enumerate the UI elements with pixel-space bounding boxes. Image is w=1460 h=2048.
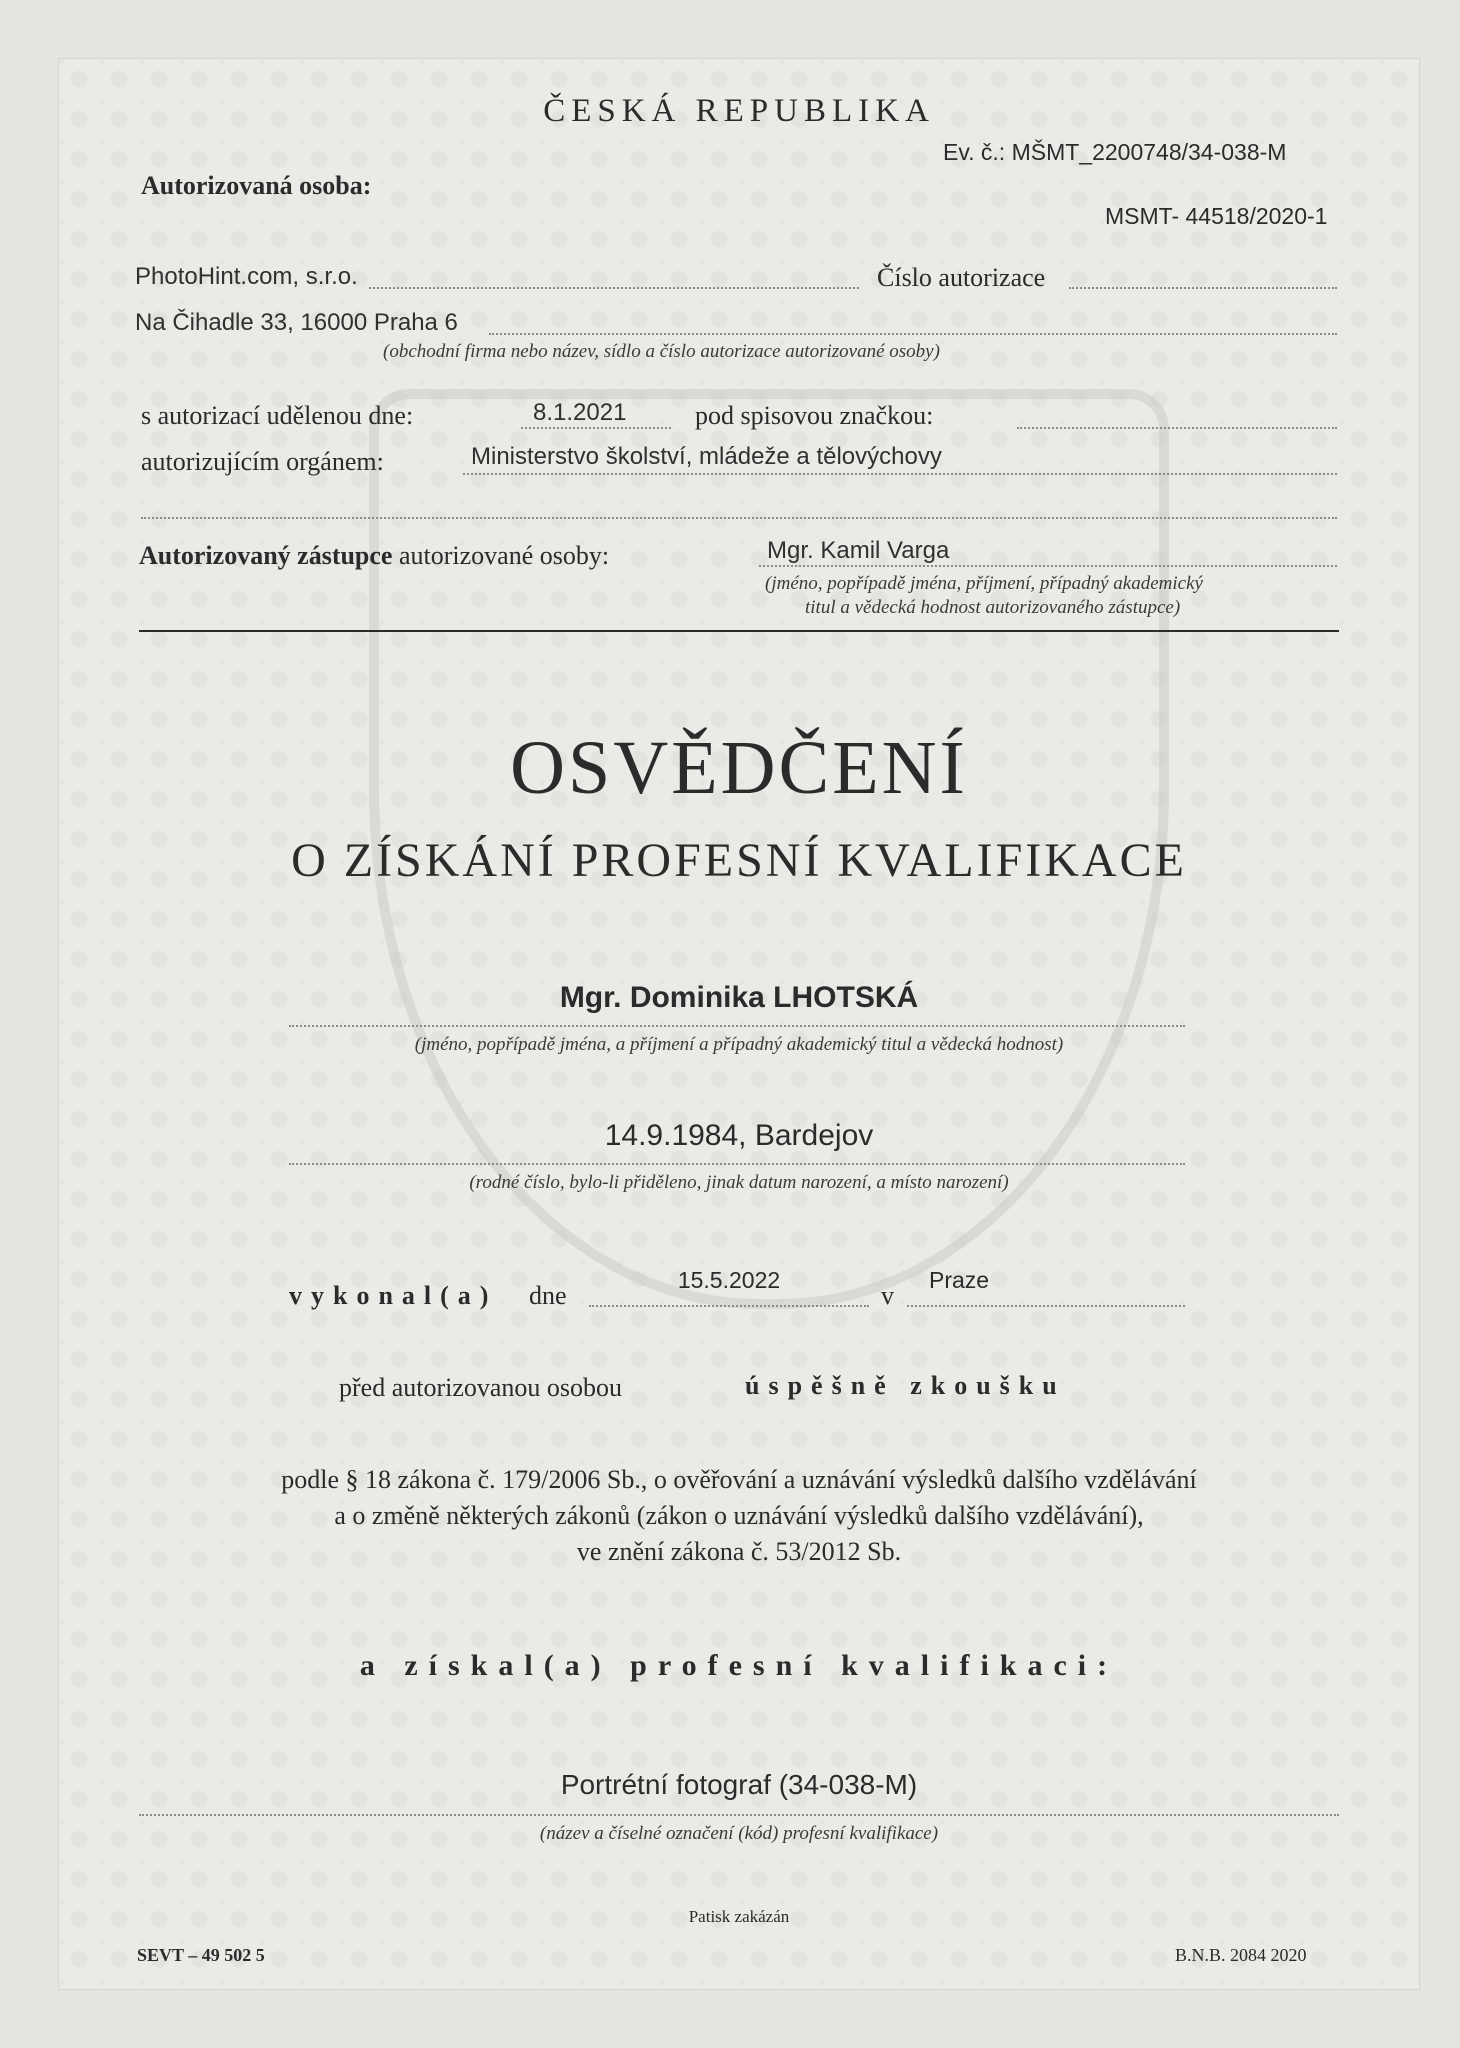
dotted-line <box>139 1814 1339 1816</box>
representative-note-2: titul a vědecká hodnost autorizovaného zástupce) <box>805 597 1181 618</box>
exam-place-label: v <box>881 1281 894 1310</box>
qualification-note: (název a číselné označení (kód) profesní kvalifikace) <box>539 1823 939 1844</box>
exam-place: Praze <box>929 1267 990 1293</box>
printer-code: B.N.B. 2084 2020 <box>1175 1945 1307 1965</box>
performed-label: vykonal(a) <box>289 1281 498 1310</box>
section-divider <box>139 630 1339 632</box>
exam-date: 15.5.2022 <box>677 1267 781 1293</box>
country-heading: ČESKÁ REPUBLIKA <box>543 93 935 129</box>
holder-name-note: (jméno, popřípadě jména, a příjmení a případný akademický titul a vědecká hodnost) <box>414 1034 1064 1055</box>
successful-exam: úspěšně zkoušku <box>745 1371 1066 1400</box>
holder-name: Mgr. Dominika LHOTSKÁ <box>559 981 919 1014</box>
dotted-line <box>759 565 1337 567</box>
dotted-line <box>289 1025 1185 1027</box>
representative-label-bold: Autorizovaný zástupce <box>139 541 393 570</box>
dotted-line <box>489 333 1337 335</box>
qualification-name: Portrétní fotograf (34-038-M) <box>560 1769 918 1800</box>
dotted-line <box>1069 287 1337 289</box>
dotted-line <box>463 473 1337 475</box>
granted-date: 8.1.2021 <box>533 399 627 426</box>
authority-name: Ministerstvo školství, mládeže a tělovýchovy <box>471 443 942 470</box>
authority-label: autorizujícím orgánem: <box>141 447 384 476</box>
company-note: (obchodní firma nebo název, sídlo a číslo autorizace autorizované osoby) <box>383 341 940 362</box>
representative-note-1: (jméno, popřípadě jména, příjmení, případný akademický <box>765 573 1203 594</box>
certificate-title: OSVĚDČENÍ <box>510 726 968 810</box>
law-line-2: a o změně některých zákonů (zákon o uznávání výsledků dalšího vzdělávání), <box>334 1501 1144 1530</box>
reprint-notice: Patisk zakázán <box>688 1907 790 1926</box>
file-reference-label: pod spisovou značkou: <box>695 401 934 430</box>
dotted-line <box>1017 427 1337 429</box>
representative-label <box>139 541 609 571</box>
sevt-code: SEVT – 49 502 5 <box>137 1945 265 1965</box>
before-authorized-person: před autorizovanou osobou <box>339 1373 623 1402</box>
certificate-sheet <box>58 58 1420 1990</box>
representative-label-rest: autorizované osoby: <box>398 541 610 570</box>
company-name: PhotoHint.com, s.r.o. <box>135 263 358 290</box>
dotted-line <box>589 1305 869 1307</box>
certificate-subtitle: O ZÍSKÁNÍ PROFESNÍ KVALIFIKACE <box>291 834 1187 887</box>
law-line-1: podle § 18 zákona č. 179/2006 Sb., o ověřování a uznávání výsledků dalšího vzdělávání <box>281 1465 1197 1494</box>
exam-date-label: dne <box>529 1281 567 1310</box>
dotted-line <box>369 287 859 289</box>
dotted-line <box>521 427 671 429</box>
company-address: Na Čihadle 33, 16000 Praha 6 <box>135 309 458 336</box>
dotted-line <box>289 1163 1185 1165</box>
dotted-line <box>141 517 1337 519</box>
holder-birth: 14.9.1984, Bardejov <box>604 1119 874 1152</box>
file-number: MSMT- 44518/2020-1 <box>1105 203 1328 229</box>
qualification-heading: a získal(a) profesní kvalifikaci: <box>359 1649 1119 1682</box>
law-line-3: ve znění zákona č. 53/2012 Sb. <box>576 1537 902 1566</box>
authorized-person-heading: Autorizovaná osoba: <box>141 171 372 200</box>
dotted-line <box>907 1305 1185 1307</box>
granted-label: s autorizací udělenou dne: <box>141 401 414 430</box>
representative-name: Mgr. Kamil Varga <box>767 537 950 564</box>
evidence-number: Ev. č.: MŠMT_2200748/34-038-M <box>943 139 1287 165</box>
authorization-number-label: Číslo autorizace <box>877 263 1046 292</box>
holder-birth-note: (rodné číslo, bylo-li přiděleno, jinak datum narození, a místo narození) <box>469 1172 1009 1193</box>
